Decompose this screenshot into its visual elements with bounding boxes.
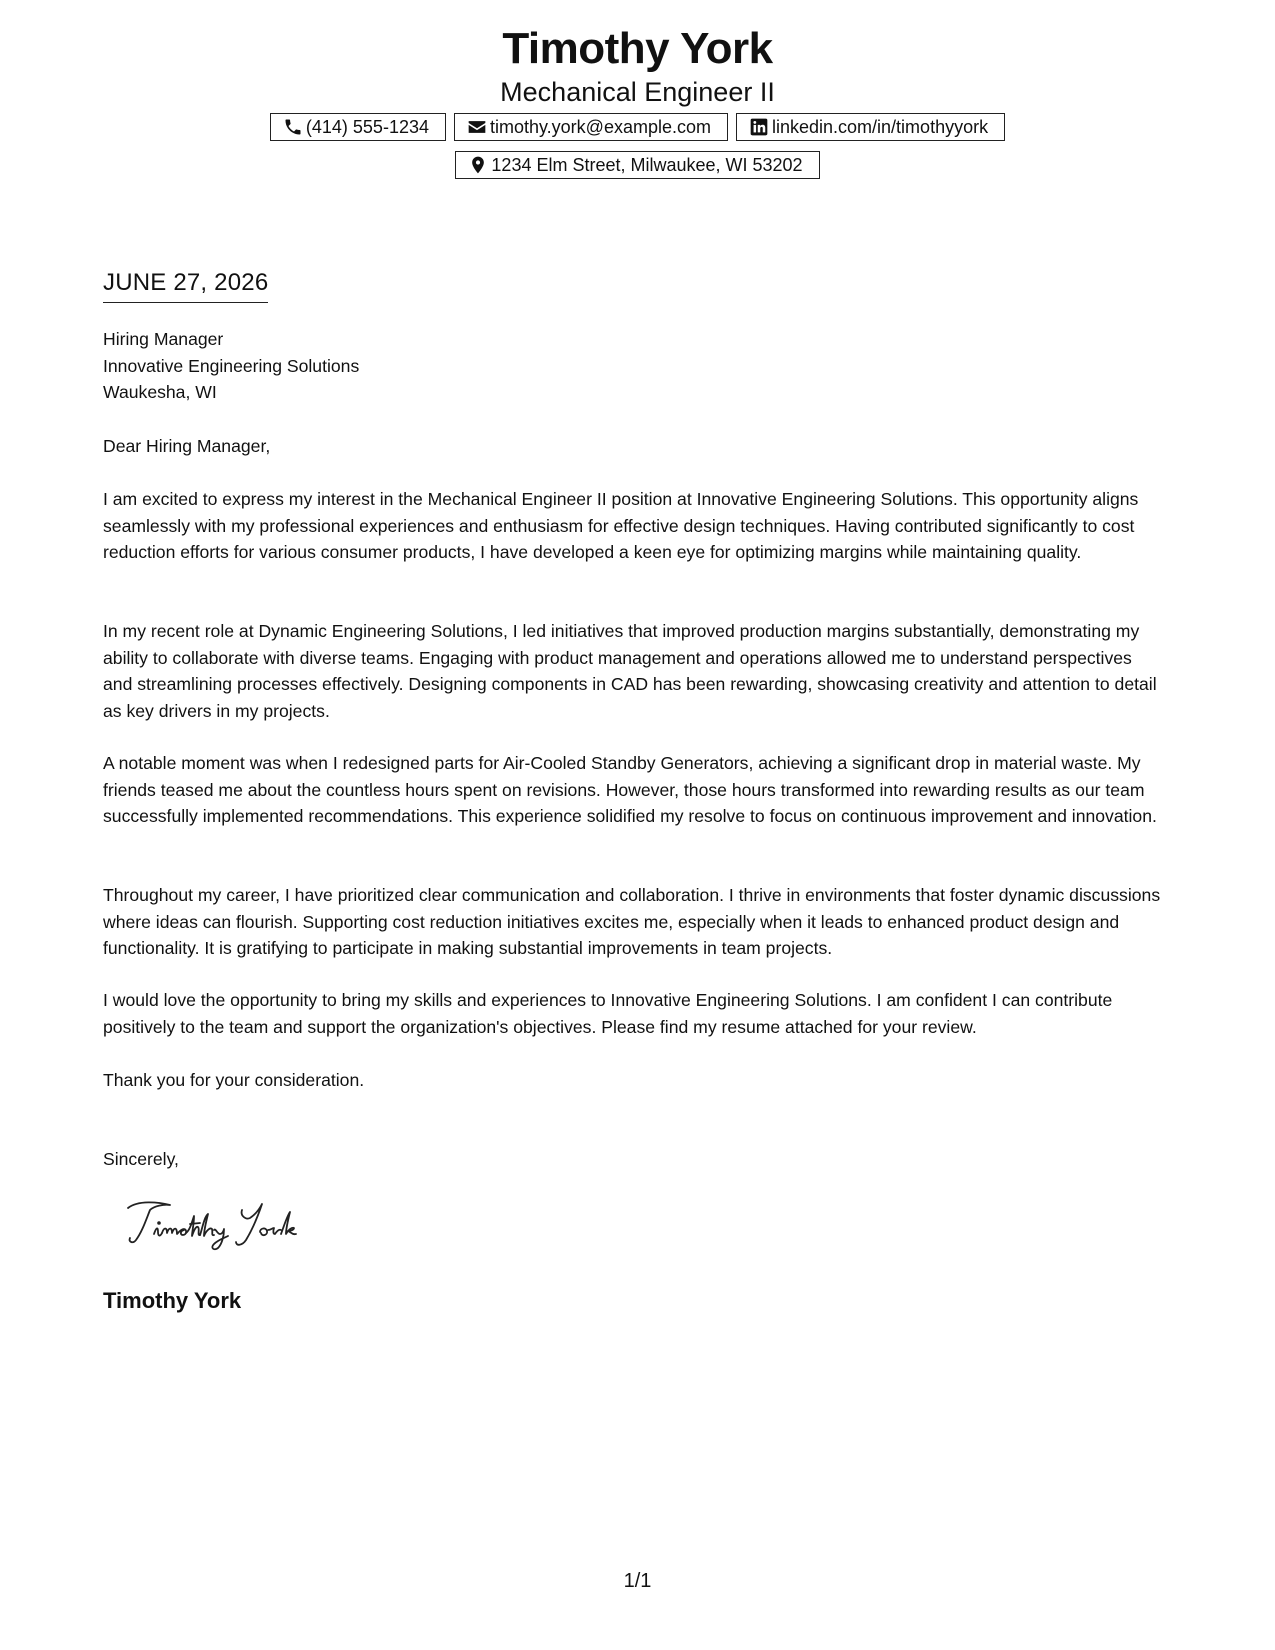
- signer-name: Timothy York: [103, 1288, 242, 1313]
- thank-you-line: Thank you for your consideration.: [103, 1070, 365, 1090]
- map-pin-icon: [468, 155, 488, 175]
- applicant-name: Timothy York: [502, 24, 773, 73]
- email-text[interactable]: timothy.york@example.com: [489, 116, 711, 137]
- linkedin-icon: [749, 117, 769, 137]
- linkedin-contact[interactable]: [736, 113, 1005, 141]
- letter-date: JUNE 27, 2026: [103, 268, 268, 303]
- address-text: 1234 Elm Street, Milwaukee, WI 53202: [491, 154, 803, 175]
- body-paragraph: A notable moment was when I redesigned parts for Air-Cooled Standby Generators, achieving a significant drop in material waste. My friends teased me about the countless hours spent on revisions. However, those hours transformed into rewarding results as our team successfully implemented recommendations. This experience solidified my resolve to focus on continuous improvement and innovation.: [103, 753, 1157, 826]
- closing: Sincerely,: [103, 1149, 179, 1169]
- recipient-line: Innovative Engineering Solutions: [103, 355, 360, 376]
- envelope-icon: [467, 117, 487, 137]
- letter-header: [0, 22, 1275, 108]
- page-number: 1/1: [623, 1570, 652, 1592]
- email-contact[interactable]: [454, 113, 728, 141]
- recipient-block: [103, 326, 1163, 406]
- contact-row-1: [0, 113, 1275, 141]
- body-paragraph: In my recent role at Dynamic Engineering Solutions, I led initiatives that improved production margins substantially, demonstrating my ability to collaborate with diverse teams. Engaging with product management and operations allowed me to understand perspectives and streamlining processes effectively. Designing components in CAD has been rewarding, showcasing creativity and attention to detail as key drivers in my projects.: [103, 621, 1157, 721]
- body-paragraph: I am excited to express my interest in the Mechanical Engineer II position at Innovative Engineering Solutions. This opportunity aligns seamlessly with my professional experiences and enthusiasm for effective design techniques. Having contributed significantly to cost reduction efforts for various consumer products, I have developed a keen eye for optimizing margins while maintaining quality.: [103, 489, 1139, 562]
- address-contact: [455, 151, 819, 179]
- phone-contact: [270, 113, 446, 141]
- recipient-line: Waukesha, WI: [103, 382, 217, 402]
- phone-icon: [283, 117, 303, 137]
- body-paragraph: Throughout my career, I have prioritized clear communication and collaboration. I thrive in environments that foster dynamic discussions where ideas can flourish. Supporting cost reduction initiatives excites me, especially when it leads to enhanced product design and functionality. It is gratifying to participate in making substantial improvements in team projects.: [103, 885, 1161, 958]
- contact-row-2: [0, 151, 1275, 179]
- body-paragraph: I would love the opportunity to bring my skills and experiences to Innovative Engineering Solutions. I am confident I can contribute positively to the team and support the organization's objectives. Please find my resume attached for your review.: [103, 990, 1113, 1037]
- greeting: Dear Hiring Manager,: [103, 436, 271, 456]
- phone-text: (414) 555-1234: [305, 116, 429, 137]
- applicant-title: Mechanical Engineer II: [500, 77, 775, 107]
- recipient-line: Hiring Manager: [103, 329, 224, 349]
- linkedin-text[interactable]: linkedin.com/in/timothyyork: [772, 116, 989, 137]
- handwritten-signature: [124, 1196, 354, 1256]
